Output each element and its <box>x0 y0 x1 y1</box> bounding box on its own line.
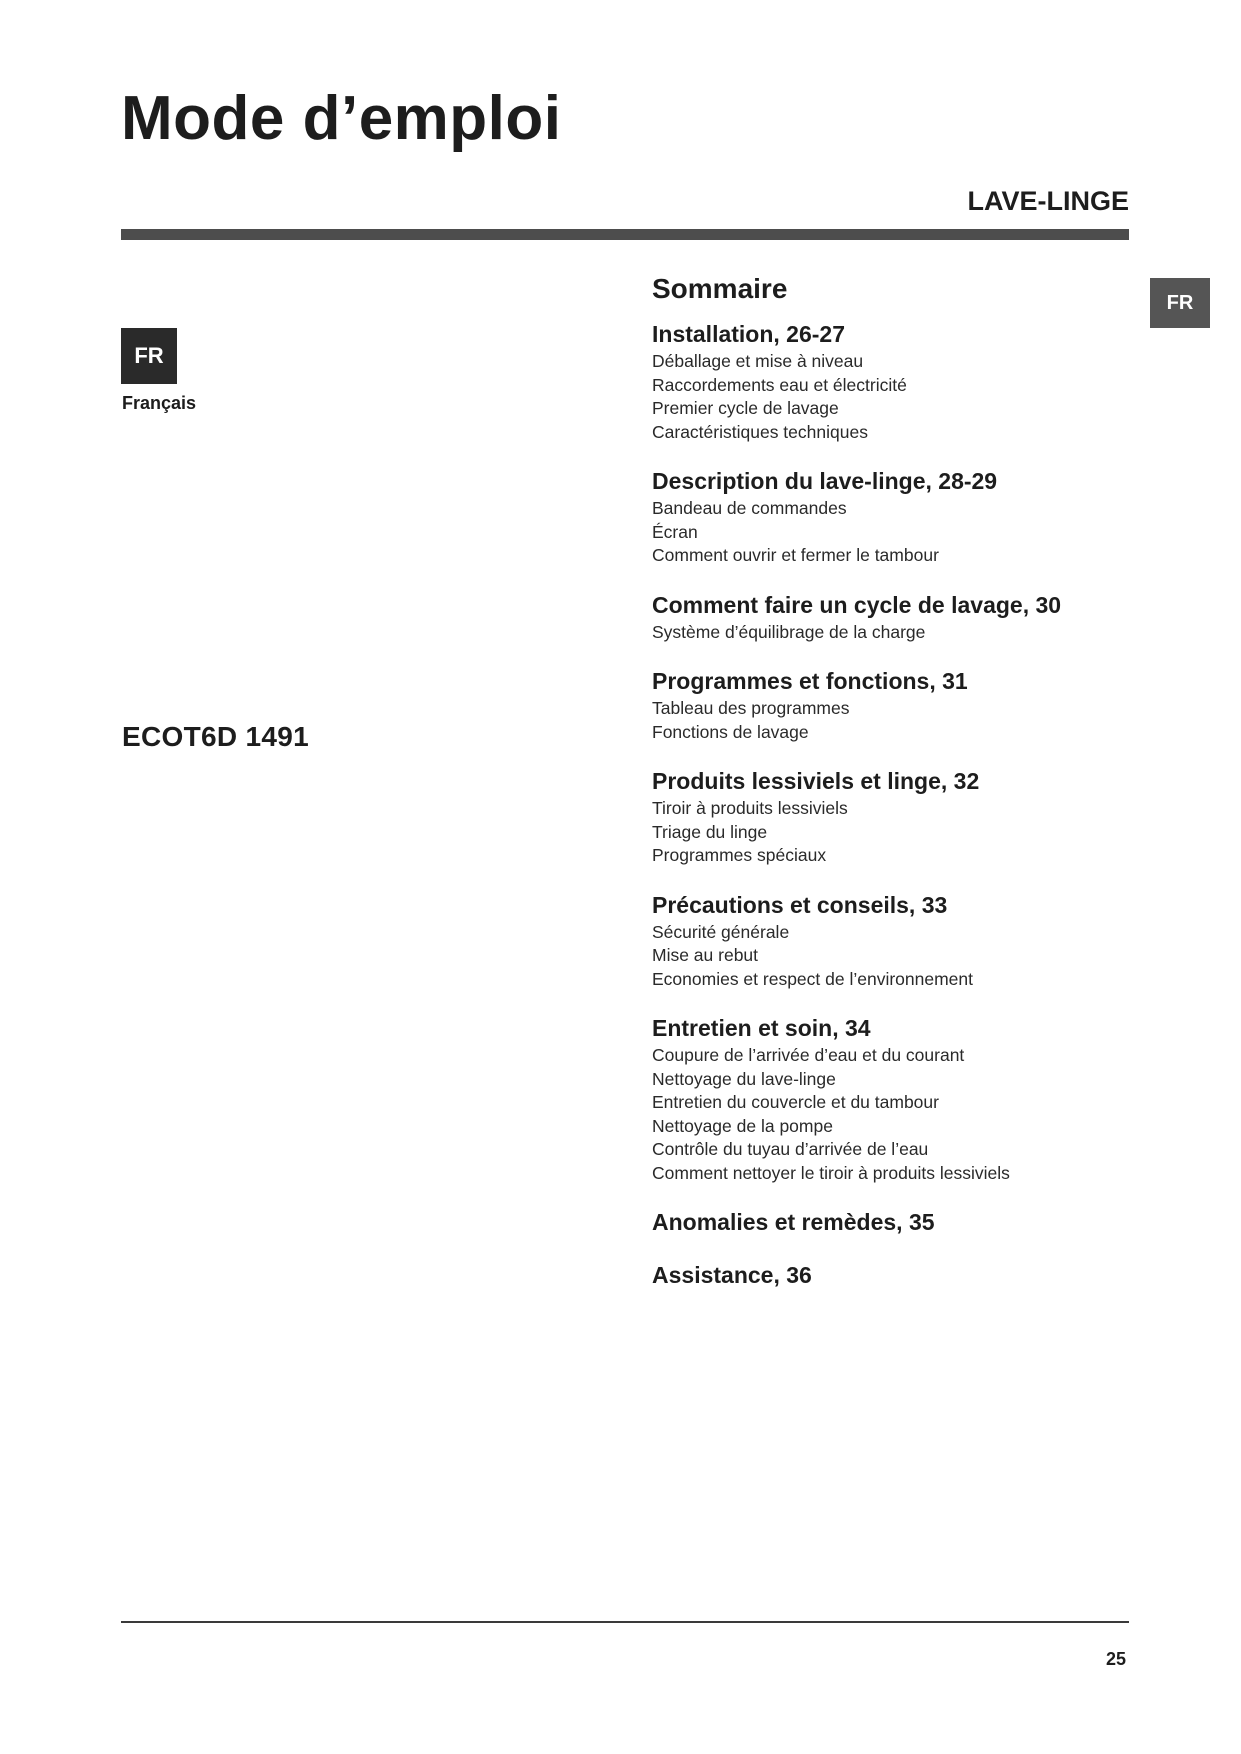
toc-section-title: Anomalies et remèdes, 35 <box>652 1209 935 1235</box>
toc-item: Bandeau de commandes <box>652 498 847 518</box>
toc-section-title: Précautions et conseils, 33 <box>652 891 948 918</box>
toc-section-title: Programmes et fonctions, 31 <box>652 668 968 694</box>
toc-section <box>652 889 1122 992</box>
toc-section <box>652 589 1122 645</box>
toc-item: Comment ouvrir et fermer le tambour <box>652 545 939 565</box>
toc-section <box>652 465 1122 568</box>
toc-item: Mise au rebut <box>652 945 759 965</box>
bottom-divider <box>121 1621 1129 1623</box>
toc-sections <box>652 318 1122 1291</box>
toc-item: Raccordements eau et électricité <box>652 374 907 395</box>
toc-item: Écran <box>652 521 698 542</box>
toc-item: Caractéristiques techniques <box>652 421 868 442</box>
toc-section-title: Installation, 26-27 <box>652 321 846 347</box>
toc-item: Entretien du couvercle et du tambour <box>652 1092 939 1112</box>
top-divider <box>121 229 1129 240</box>
toc-item: Tiroir à produits lessiviels <box>652 798 848 818</box>
product-type: LAVE-LINGE <box>967 186 1129 216</box>
toc-section-title: Assistance, 36 <box>652 1262 812 1288</box>
toc-item: Système d’équilibrage de la charge <box>652 621 926 642</box>
toc-item: Fonctions de lavage <box>652 721 809 742</box>
toc-item: Premier cycle de lavage <box>652 398 839 418</box>
toc-section-title: Comment faire un cycle de lavage, 30 <box>652 591 1062 618</box>
language-badge: FR <box>121 328 177 384</box>
toc-section <box>652 1206 1122 1238</box>
toc-section-title: Produits lessiviels et linge, 32 <box>652 768 980 794</box>
toc-section-title: Description du lave-linge, 28-29 <box>652 468 998 494</box>
toc-section <box>652 318 1122 444</box>
toc-item: Programmes spéciaux <box>652 845 827 865</box>
toc-item: Déballage et mise à niveau <box>652 351 864 371</box>
language-side-tab: FR <box>1150 278 1210 328</box>
toc-item: Triage du linge <box>652 821 768 842</box>
toc-section <box>652 1012 1122 1185</box>
toc-item: Comment nettoyer le tiroir à produits lessiviels <box>652 1162 1010 1183</box>
toc-section-title: Entretien et soin, 34 <box>652 1015 871 1041</box>
page-title: Mode d’emploi <box>121 84 562 153</box>
toc-item: Nettoyage du lave-linge <box>652 1068 836 1089</box>
model-number: ECOT6D 1491 <box>122 721 309 752</box>
table-of-contents <box>652 272 1122 1312</box>
toc-item: Tableau des programmes <box>652 698 850 718</box>
toc-item: Sécurité générale <box>652 921 790 942</box>
toc-heading: Sommaire <box>652 273 788 304</box>
toc-section <box>652 665 1122 744</box>
toc-section <box>652 765 1122 868</box>
toc-section <box>652 1259 1122 1291</box>
page-number: 25 <box>1105 1649 1126 1669</box>
toc-item: Contrôle du tuyau d’arrivée de l’eau <box>652 1139 929 1159</box>
toc-item: Coupure de l’arrivée d’eau et du courant <box>652 1045 965 1065</box>
toc-item: Nettoyage de la pompe <box>652 1115 833 1136</box>
toc-item: Economies et respect de l’environnement <box>652 968 974 989</box>
language-name: Français <box>122 393 197 413</box>
